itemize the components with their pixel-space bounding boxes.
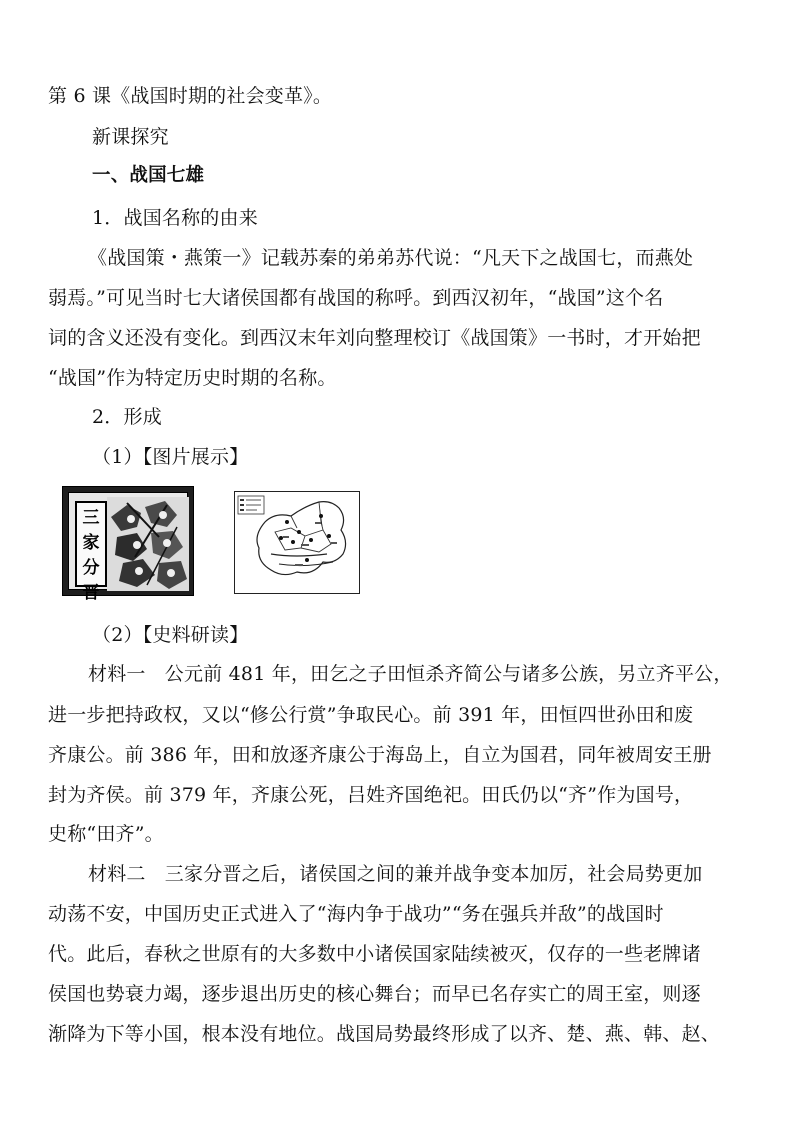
paragraph-line: 渐降为下等小国，根本没有地位。战国局势最终形成了以齐、楚、燕、韩、赵、 — [48, 1023, 721, 1045]
image-title-char: 三 — [82, 508, 100, 528]
subheading-name-origin: 1．战国名称的由来 — [92, 207, 258, 229]
three-families-partition-image — [62, 486, 194, 603]
paragraph-line: 齐康公。前 386 年，田和放逐齐康公于海岛上，自立为国君，同年被周安王册 — [48, 744, 712, 766]
paragraph-line: 《战国策・燕策一》记载苏秦的弟弟苏代说：“凡天下之战国七，而燕处 — [88, 247, 694, 269]
image-title-char: 家 — [82, 533, 100, 553]
paragraph-line: 史称“田齐”。 — [48, 823, 164, 845]
image-title-strip — [75, 501, 107, 603]
heading-seven-states: 一、战国七雄 — [92, 165, 205, 186]
paragraph-line: 弱焉。”可见当时七大诸侯国都有战国的称呼。到西汉初年，“战国”这个名 — [48, 287, 664, 309]
paragraph-line: 词的含义还没有变化。到西汉末年刘向整理校订《战国策》一书时，才开始把 — [48, 327, 701, 349]
paragraph-line: “战国”作为特定历史时期的名称。 — [48, 367, 337, 389]
paragraph-line: 代。此后，春秋之世原有的大多数中小诸侯国家陆续被灭，仅存的一些老牌诸 — [48, 943, 701, 965]
battle-scene-illustration — [107, 497, 189, 591]
warring-states-map-image — [234, 491, 360, 594]
image-frame — [68, 492, 188, 603]
subheading-formation: 2．形成 — [92, 406, 162, 428]
paragraph-line: 进一步把持政权，又以“修公行赏”争取民心。前 391 年，田恒四世孙田和废 — [48, 704, 694, 726]
paragraph-line: 材料二 三家分晋之后，诸侯国之间的兼并战争变本加厉，社会局势更加 — [88, 863, 703, 885]
map-illustration — [235, 492, 359, 593]
paragraph-line: 侯国也势衰力竭，逐步退出历史的核心舞台；而早已名存实亡的周王室，则逐 — [48, 983, 701, 1005]
paragraph-line: 封为齐侯。前 379 年，齐康公死，吕姓齐国绝祀。田氏仍以“齐”作为国号， — [48, 784, 694, 806]
paragraph-line: 动荡不安，中国历史正式进入了“海内争于战功”“务在强兵并敌”的战国时 — [48, 903, 664, 925]
image-title-char: 晋 — [82, 583, 100, 603]
lesson-line: 第 6 课《战国时期的社会变革》。 — [48, 85, 333, 107]
section-new-lesson: 新课探究 — [92, 126, 169, 148]
image-title-char: 分 — [82, 558, 100, 578]
paragraph-line: 材料一 公元前 481 年，田乞之子田恒杀齐简公与诸多公族，另立齐平公， — [88, 663, 733, 685]
subheading-image-display: （1）【图片展示】 — [92, 446, 249, 468]
subheading-source-reading: （2）【史料研读】 — [92, 624, 249, 646]
